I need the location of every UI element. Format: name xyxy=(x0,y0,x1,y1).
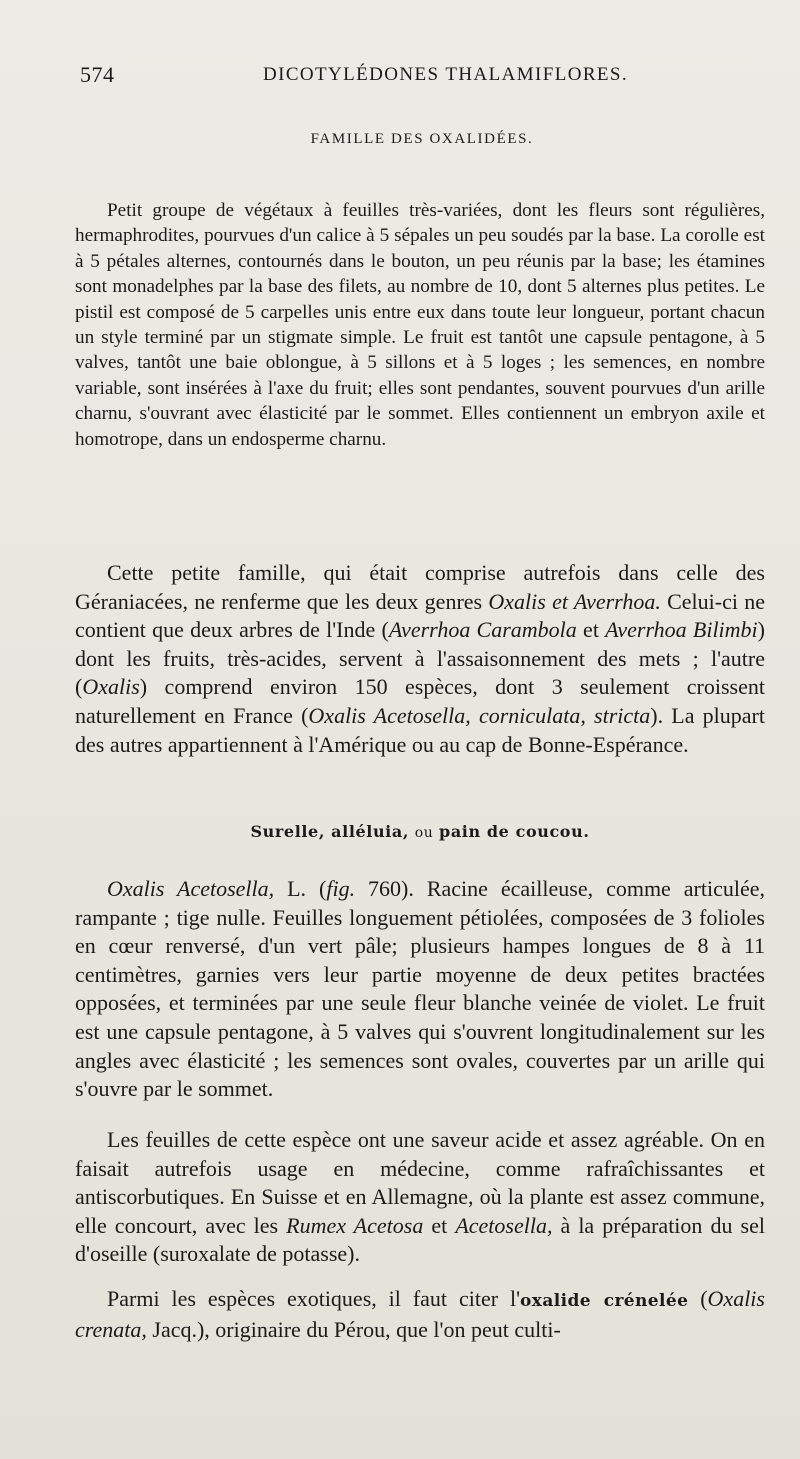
italic-run: Oxalis xyxy=(82,674,140,700)
bold-term: oxalide crénelée xyxy=(520,1291,689,1311)
italic-run: Oxalis Acetosella, xyxy=(107,876,275,901)
text-run: à la préparation du sel d'oseille (suroxalate de potasse). xyxy=(75,1212,765,1267)
paragraph-exotic-species xyxy=(75,1285,765,1344)
text-run: Les feuilles de cette espèce ont une saveur acide et assez agréable. On en faisait autrefois usage en médecine, comme rafraîchissantes et antiscorbutiques. En Suisse et en Allemagne, où la plante est assez commune, elle concourt, avec les xyxy=(75,1127,765,1238)
text-run: Cette petite famille, qui était comprise autrefois dans celle des Géraniacées, ne renferme que les deux genres xyxy=(75,560,765,614)
text-run: ( xyxy=(688,1286,708,1311)
text-run: ) dont les fruits, très-acides, servent à l'assaisonnement des mets ; l'autre ( xyxy=(75,617,765,700)
italic-run: fig. xyxy=(326,876,356,901)
species-common-names-heading xyxy=(20,822,800,841)
subheading-part: Surelle, alléluia, xyxy=(250,822,410,841)
page-header xyxy=(80,62,760,92)
text-run: ) comprend environ 150 espèces, dont 3 seulement croissent naturellement en France ( xyxy=(75,674,765,728)
paragraph-family-genera xyxy=(75,559,765,759)
paragraph-family-description: Petit groupe de végétaux à feuilles très-variées, dont les fleurs sont régulières, hermaphrodites, pourvues d'un calice à 5 sépales un peu soudés par la base. La corolle est à 5 pétales alternes, contournés dans le bouton, un peu réunis par la base; les étamines sont monadelphes par la base des filets, au nombre de 10, dont 5 alternes plus petites. Le pistil est composé de 5 carpelles unis entre eux dans toute leur longueur, portant chacun un style terminé par un stigmate simple. Le fruit est tantôt une capsule pentagone, à 5 valves, tantôt une baie oblongue, à 5 sillons et à 5 loges ; les semences, en nombre variable, sont insérées à l'axe du fruit; elles sont pendantes, souvent pourvues d'un arille charnu, s'ouvrant avec élasticité par le sommet. Elles contiennent un embryon axile et homotrope, dans un endosperme charnu. xyxy=(75,200,765,450)
paragraph-species-uses xyxy=(75,1126,765,1269)
italic-run: Averrhoa Carambola xyxy=(388,617,577,643)
text-run: et xyxy=(576,617,606,643)
text-run: Jacq.), originaire du Pérou, que l'on peut culti- xyxy=(146,1316,561,1342)
text-run: L. ( xyxy=(274,876,327,901)
italic-run: Rumex Acetosa xyxy=(286,1212,424,1238)
paragraph-species-description xyxy=(75,875,765,1104)
text-run: et xyxy=(423,1212,456,1238)
text-run: et xyxy=(545,588,574,614)
page-number: 574 xyxy=(80,62,115,87)
running-title: DICOTYLÉDONES THALAMIFLORES. xyxy=(263,64,629,85)
section-heading: FAMILLE DES OXALIDÉES. xyxy=(310,131,534,147)
text-run: Celui-ci ne contient que deux arbres de l'Inde ( xyxy=(75,588,765,643)
italic-run: Oxalis crenata, xyxy=(75,1286,765,1342)
italic-run: Oxalis xyxy=(488,588,546,614)
text-run: 760). Racine écailleuse, comme articulée, rampante ; tige nulle. Feuilles longuement pétiolées, composées de 3 folioles en cœur renversé, d'un vert pâle; plusieurs hampes longues de 8 à 11 centimètres, garnies vers leur partie moyenne de deux petites bractées opposées, et terminées par une seule fleur blanche veinée de violet. Le fruit est une capsule pentagone, à 5 valves qui s'ouvrent longitudinalement sur les angles avec élasticité ; les semences sont ovales, couvertes par un arille qui s'ouvre par le sommet. xyxy=(75,876,766,1102)
italic-run: Oxalis Acetosella, corniculata, stricta xyxy=(308,702,651,728)
italic-run: Averrhoa Bilimbi xyxy=(605,617,758,643)
italic-run: Acetosella, xyxy=(455,1212,553,1238)
text-run: ). La plupart des autres appartiennent à l'Amérique ou au cap de Bonne-Espérance. xyxy=(75,702,765,757)
subheading-part: pain de coucou. xyxy=(439,822,590,841)
italic-run: Averrhoa. xyxy=(573,588,661,614)
subheading-connector: ou xyxy=(414,825,434,841)
text-run: Parmi les espèces exotiques, il faut citer l' xyxy=(107,1286,521,1311)
